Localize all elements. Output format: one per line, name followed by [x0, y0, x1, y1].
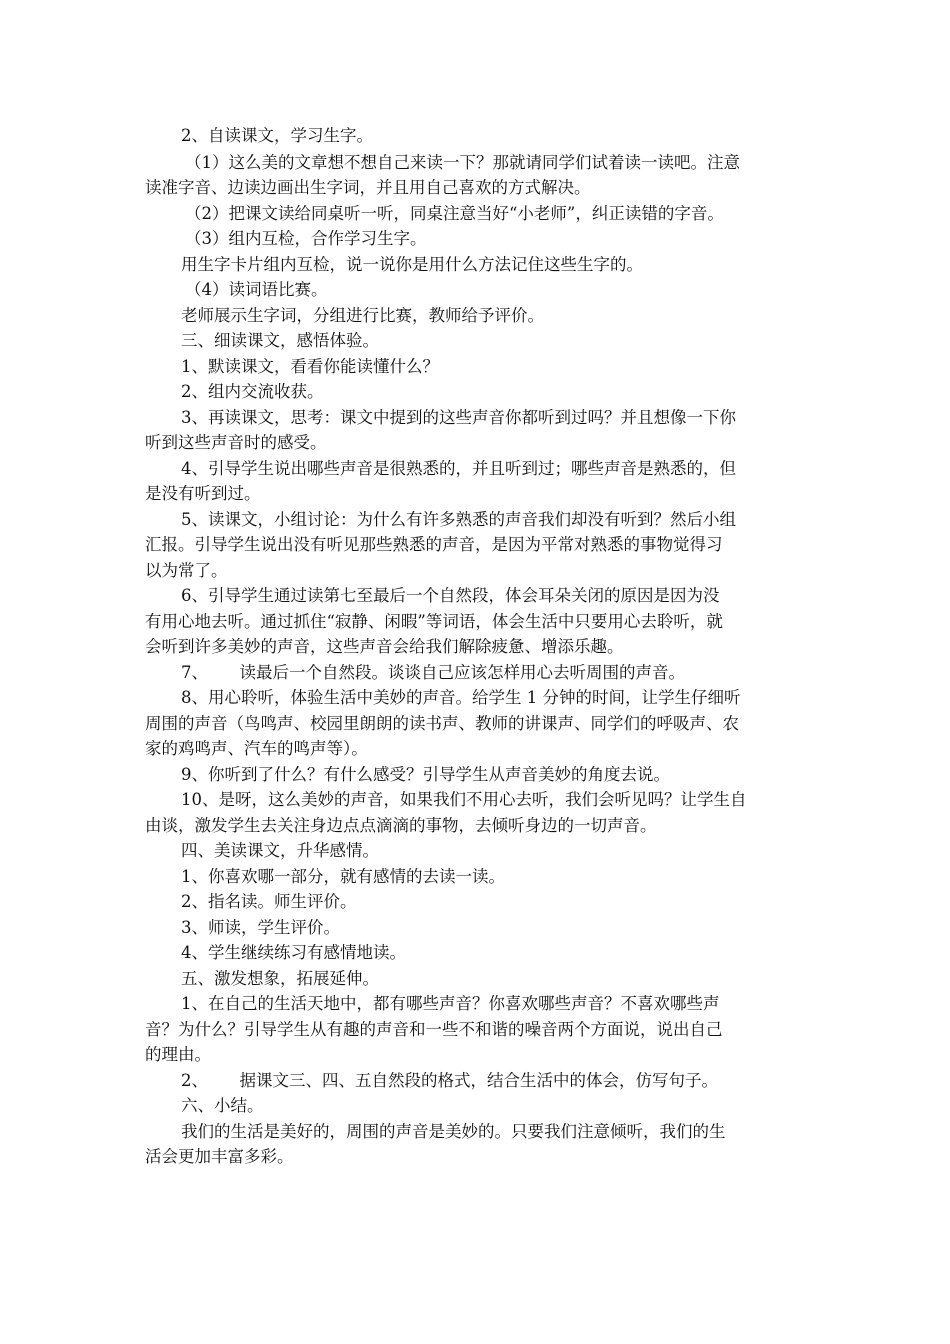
- text-line: 3、再读课文，思考：课文中提到的这些声音你都听到过吗？并且想像一下你: [181, 408, 736, 427]
- text-line: 1、在自己的生活天地中，都有哪些声音？你喜欢哪些声音？不喜欢哪些声: [181, 994, 720, 1013]
- text-line: 9、你听到了什么？有什么感受？引导学生从声音美妙的角度去说。: [181, 765, 670, 784]
- text-line: 2、 据课文三、四、五自然段的格式，结合生活中的体会，仿写句子。: [181, 1071, 718, 1090]
- text-line: 五、激发想象，拓展延伸。: [181, 969, 379, 988]
- text-line: 我们的生活是美好的，周围的声音是美妙的。只要我们注意倾听，我们的生: [181, 1122, 726, 1141]
- text-line: 汇报。引导学生说出没有听见那些熟悉的声音，是因为平常对熟悉的事物觉得习: [145, 535, 723, 554]
- text-line: 1、默读课文，看看你能读懂什么？: [181, 357, 439, 376]
- text-line: 有用心地去听。通过抓住“寂静、闲暇”等词语，体会生活中只要用心去聆听，就: [145, 612, 723, 631]
- text-line: （2）把课文读给同桌听一听，同桌注意当好“小老师”，纠正读错的字音。: [185, 204, 724, 223]
- text-line: 家的鸡鸣声、汽车的鸣声等）。: [145, 739, 368, 758]
- text-line: 的理由。: [145, 1045, 211, 1064]
- text-line: 以为常了。: [145, 561, 228, 580]
- text-line: 5、读课文，小组讨论：为什么有许多熟悉的声音我们却没有听到？然后小组: [181, 510, 736, 529]
- text-line: 1、你喜欢哪一部分，就有感情的去读一读。: [181, 867, 505, 886]
- text-line: （3）组内互检，合作学习生字。: [185, 229, 427, 248]
- text-line: 老师展示生字词，分组进行比赛，教师给予评价。: [181, 306, 544, 325]
- text-line: 音？为什么？引导学生从有趣的声音和一些不和谐的噪音两个方面说，说出自己: [145, 1020, 723, 1039]
- text-line: 2、指名读。师生评价。: [181, 892, 357, 911]
- text-line: 是没有听到过。: [145, 484, 261, 503]
- text-line: 周围的声音（鸟鸣声、校园里朗朗的读书声、教师的讲课声、同学们的呼吸声、农: [145, 714, 739, 733]
- text-line: 4、引导学生说出哪些声音是很熟悉的，并且听到过；哪些声音是熟悉的，但: [181, 459, 736, 478]
- text-line: 2、组内交流收获。: [181, 382, 324, 401]
- text-line: 3、师读，学生评价。: [181, 918, 340, 937]
- text-line: 2、自读课文，学习生字。: [181, 126, 373, 145]
- text-line: 读准字音、边读边画出生字词，并且用自己喜欢的方式解决。: [145, 178, 591, 197]
- text-line: 用生字卡片组内互检，说一说你是用什么方法记住这些生字的。: [181, 255, 643, 274]
- text-line: 听到这些声音时的感受。: [145, 433, 327, 452]
- text-line: 活会更加丰富多彩。: [145, 1147, 294, 1166]
- text-line: 4、学生继续练习有感情地读。: [181, 943, 406, 962]
- text-line: （1）这么美的文章想不想自己来读一下？那就请同学们试着读一读吧。注意: [185, 153, 740, 172]
- text-line: 8、用心聆听，体验生活中美妙的声音。给学生 1 分钟的时间，让学生仔细听: [181, 688, 741, 707]
- text-line: 会听到许多美妙的声音，这些声音会给我们解除疲惫、增添乐趣。: [145, 637, 624, 656]
- text-line: 四、美读课文，升华感情。: [181, 841, 379, 860]
- text-line: 由谈，激发学生去关注身边点点滴滴的事物，去倾听身边的一切声音。: [145, 816, 657, 835]
- text-line: 6、引导学生通过读第七至最后一个自然段，体会耳朵关闭的原因是因为没: [181, 586, 720, 605]
- text-line: （4）读词语比赛。: [185, 280, 328, 299]
- text-line: 三、细读课文，感悟体验。: [181, 331, 379, 350]
- text-line: 六、小结。: [181, 1096, 264, 1115]
- text-line: 7、 读最后一个自然段。谈谈自己应该怎样用心去听周围的声音。: [181, 663, 685, 682]
- text-line: 10、是呀，这么美妙的声音，如果我们不用心去听，我们会听见吗？让学生自: [181, 790, 747, 809]
